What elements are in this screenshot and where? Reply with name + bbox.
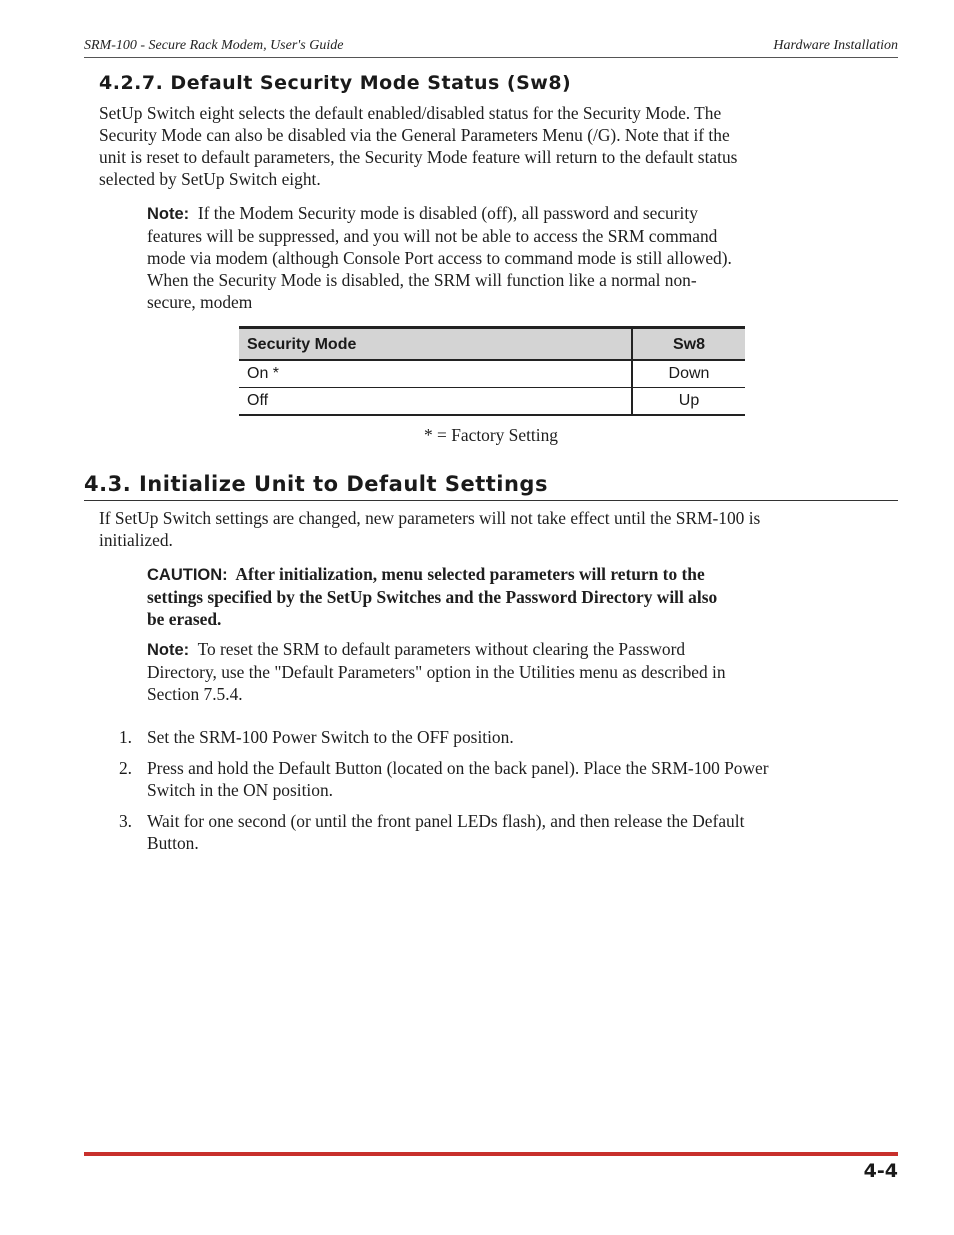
note-label: Note: xyxy=(147,205,190,223)
note-line: mode via modem (although Console Port access to command mode is still allowed). xyxy=(147,248,732,268)
step-text xyxy=(147,810,744,854)
step-line: Button. xyxy=(147,833,199,853)
section-heading-4-3: 4.3. Initialize Unit to Default Settings xyxy=(84,472,548,496)
column-header-security-mode: Security Mode xyxy=(239,328,632,361)
header-rule xyxy=(84,57,898,58)
step-number: 2. xyxy=(118,758,132,778)
note-label: Note: xyxy=(147,641,190,659)
table-cell: Down xyxy=(632,360,745,388)
paragraph-line: initialized. xyxy=(99,530,173,550)
paragraph-line: Security Mode can also be disabled via the General Parameters Menu (/G). Note that if the xyxy=(99,125,730,145)
note-line xyxy=(147,202,732,225)
table-cell: On * xyxy=(239,360,632,388)
note-line: features will be suppressed, and you will not be able to access the SRM command xyxy=(147,226,718,246)
step-number: 1. xyxy=(118,727,132,747)
column-header-sw8: Sw8 xyxy=(632,328,745,361)
security-mode-table xyxy=(239,326,745,416)
footer-rule xyxy=(84,1152,898,1156)
note-line: When the Security Mode is disabled, the SRM will function like a normal non- xyxy=(147,270,697,290)
paragraph-line: If SetUp Switch settings are changed, new parameters will not take effect until the SRM-100 is xyxy=(99,508,761,528)
table-cell: Off xyxy=(239,388,632,416)
note-text: To reset the SRM to default parameters without clearing the Password xyxy=(197,639,686,659)
section-rule xyxy=(84,500,898,501)
step-line: Switch in the ON position. xyxy=(147,780,333,800)
caution-label: CAUTION: xyxy=(147,566,228,584)
caution-line: be erased. xyxy=(147,609,222,629)
caution-block xyxy=(147,563,717,630)
step-line: Set the SRM-100 Power Switch to the OFF position. xyxy=(147,727,514,747)
running-header-section: Hardware Installation xyxy=(773,38,898,53)
step-line: Wait for one second (or until the front panel LEDs flash), and then release the Default xyxy=(147,811,745,831)
note-line xyxy=(147,638,726,661)
step-line: Press and hold the Default Button (located on the back panel). Place the SRM-100 Power xyxy=(147,758,769,778)
step-text xyxy=(147,757,769,801)
step-text xyxy=(147,726,514,748)
security-note xyxy=(147,202,732,313)
table-header-row xyxy=(239,328,745,361)
section-4-3-paragraph xyxy=(99,507,760,551)
section-heading-4-2-7: 4.2.7. Default Security Mode Status (Sw8) xyxy=(99,72,572,94)
table-row xyxy=(239,360,745,388)
section-4-2-7-paragraph xyxy=(99,102,737,190)
note-line: Section 7.5.4. xyxy=(147,684,243,704)
paragraph-line: selected by SetUp Switch eight. xyxy=(99,169,321,189)
table-footnote: * = Factory Setting xyxy=(424,425,558,445)
note-line: secure, modem xyxy=(147,292,253,312)
page-number: 4-4 xyxy=(863,1160,898,1182)
table-cell: Up xyxy=(632,388,745,416)
caution-line xyxy=(147,563,717,586)
step-number: 3. xyxy=(118,811,132,831)
table-row xyxy=(239,388,745,416)
reset-note xyxy=(147,638,726,705)
note-text: If the Modem Security mode is disabled (off), all password and security xyxy=(197,203,698,223)
note-line: Directory, use the "Default Parameters" option in the Utilities menu as described in xyxy=(147,662,726,682)
paragraph-line: unit is reset to default parameters, the Security Mode feature will return to the default status xyxy=(99,147,738,167)
caution-text: After initialization, menu selected parameters will return to the xyxy=(235,564,705,584)
running-header-title: SRM-100 - Secure Rack Modem, User's Guide xyxy=(84,38,344,53)
caution-line: settings specified by the SetUp Switches and the Password Directory will also xyxy=(147,587,718,607)
paragraph-line: SetUp Switch eight selects the default enabled/disabled status for the Security Mode. The xyxy=(99,103,722,123)
